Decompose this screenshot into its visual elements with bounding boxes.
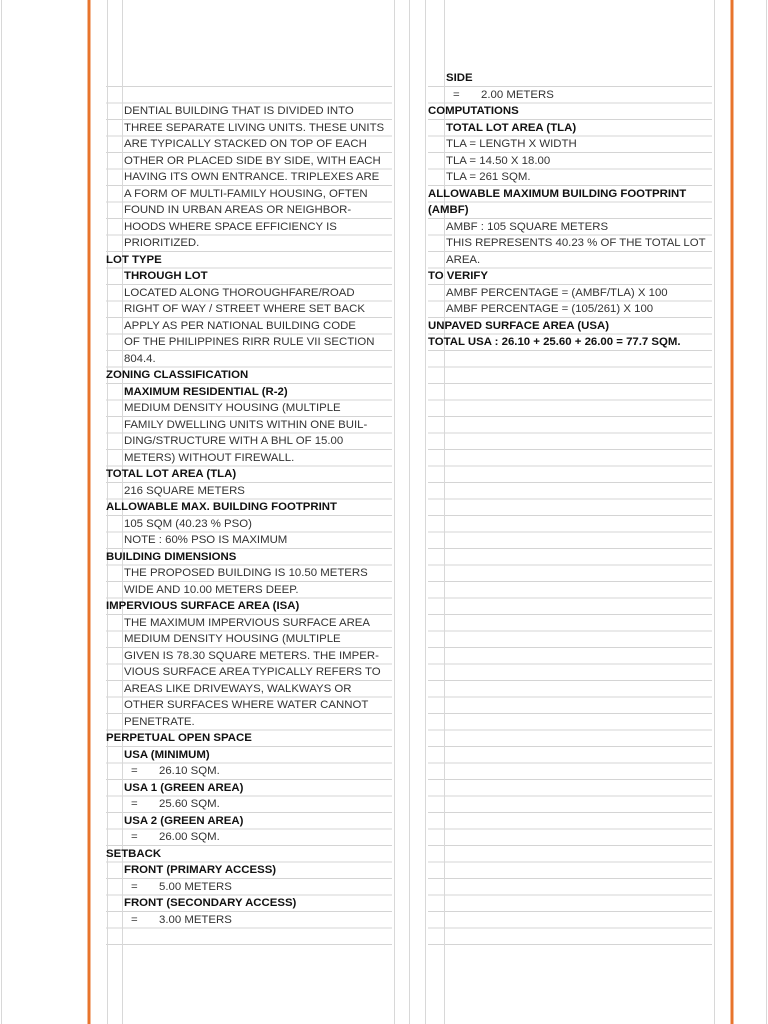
left-heading-line: BUILDING DIMENSIONS [106, 550, 237, 563]
right-heading-line: TO VERIFY [428, 270, 488, 282]
right-heading-line: TOTAL USA : 26.10 + 25.60 + 26.00 = 77.7 SQM. [428, 336, 681, 348]
equals-sign: = [453, 88, 460, 101]
left-heading-line: ZONING CLASSIFICATION [106, 369, 249, 381]
left-heading-line: FRONT (SECONDARY ACCESS) [124, 897, 297, 909]
left-text-line: MEDIUM DENSITY HOUSING (MULTIPLE [124, 402, 341, 414]
left-heading-line: LOT TYPE [106, 253, 162, 266]
value-text: 26.10 SQM. [159, 765, 220, 777]
right-text-column [428, 70, 728, 351]
left-text-line: THE MAXIMUM IMPERVIOUS SURFACE AREA [124, 616, 370, 629]
left-value-line [106, 879, 390, 896]
right-text-line: AMBF PERCENTAGE = (AMBF/TLA) X 100 [446, 286, 668, 299]
right-value-line [428, 87, 728, 104]
equals-sign: = [131, 880, 138, 893]
right-heading-line: TOTAL LOT AREA (TLA) [446, 121, 577, 134]
equals-sign: = [131, 913, 138, 926]
value-text: 26.00 SQM. [159, 831, 220, 843]
left-text-line: 804.4. [124, 352, 156, 365]
left-text-line: VIOUS SURFACE AREA TYPICALLY REFERS TO [124, 666, 381, 678]
left-heading-line: USA 2 (GREEN AREA) [124, 814, 244, 827]
left-value-line [106, 912, 390, 929]
equals-sign: = [131, 765, 138, 777]
left-text-line: APPLY AS PER NATIONAL BUILDING CODE [124, 319, 356, 332]
value-text: 25.60 SQM. [159, 798, 220, 810]
left-text-column [106, 70, 390, 928]
left-text-line: 216 SQUARE METERS [124, 484, 245, 497]
left-heading-line: TOTAL LOT AREA (TLA) [106, 468, 237, 480]
right-text-line: AMBF : 105 SQUARE METERS [446, 220, 609, 233]
right-heading-line: ALLOWABLE MAXIMUM BUILDING FOOTPRINT [428, 187, 687, 200]
left-text-line: RIGHT OF WAY / STREET WHERE SET BACK [124, 303, 365, 315]
right-text-line: THIS REPRESENTS 40.23 % OF THE TOTAL LOT [446, 237, 706, 249]
left-text-line: FOUND IN URBAN AREAS OR NEIGHBOR- [124, 204, 352, 216]
right-text-line: AREA. [446, 253, 481, 266]
value-text: 5.00 METERS [159, 880, 232, 893]
left-text-line: FAMILY DWELLING UNITS WITHIN ONE BUIL- [124, 418, 368, 431]
left-heading-line: USA 1 (GREEN AREA) [124, 781, 244, 794]
left-text-line: HAVING ITS OWN ENTRANCE. TRIPLEXES ARE [124, 171, 380, 183]
right-text-line: AMBF PERCENTAGE = (105/261) X 100 [446, 303, 654, 315]
left-text-line: 105 SQM (40.23 % PSO) [124, 517, 252, 530]
right-heading-line: UNPAVED SURFACE AREA (USA) [428, 319, 609, 332]
left-text-line: OTHER SURFACES WHERE WATER CANNOT [124, 699, 369, 711]
left-text-line: DENTIAL BUILDING THAT IS DIVIDED INTO [124, 105, 354, 117]
left-heading-line: MAXIMUM RESIDENTIAL (R-2) [124, 385, 288, 398]
right-heading-line: COMPUTATIONS [428, 105, 519, 117]
left-text-line: DING/STRUCTURE WITH A BHL OF 15.00 [124, 435, 344, 447]
left-text-line: WIDE AND 10.00 METERS DEEP. [124, 583, 299, 596]
left-text-line: OF THE PHILIPPINES RIRR RULE VII SECTION [124, 336, 375, 348]
left-text-line: HOODS WHERE SPACE EFFICIENCY IS [124, 220, 337, 233]
left-heading-line: PERPETUAL OPEN SPACE [106, 732, 252, 744]
left-text-line: A FORM OF MULTI-FAMILY HOUSING, OFTEN [124, 187, 368, 200]
left-text-line: NOTE : 60% PSO IS MAXIMUM [124, 534, 288, 546]
equals-sign: = [131, 831, 138, 843]
left-text-line [106, 70, 390, 87]
left-value-line [106, 796, 390, 813]
left-text-line: OTHER OR PLACED SIDE BY SIDE, WITH EACH [124, 154, 381, 167]
value-text: 2.00 METERS [481, 88, 554, 101]
left-heading-line: ALLOWABLE MAX. BUILDING FOOTPRINT [106, 501, 337, 513]
right-text-line: TLA = 261 SQM. [446, 171, 531, 183]
value-text: 3.00 METERS [159, 913, 232, 926]
left-text-line: PRIORITIZED. [124, 237, 200, 249]
left-text-line: AREAS LIKE DRIVEWAYS, WALKWAYS OR [124, 682, 352, 695]
left-text-line: THE PROPOSED BUILDING IS 10.50 METERS [124, 567, 368, 579]
equals-sign: = [131, 798, 138, 810]
left-heading-line: FRONT (PRIMARY ACCESS) [124, 864, 277, 876]
left-text-line [106, 87, 390, 104]
left-heading-line: IMPERVIOUS SURFACE AREA (ISA) [106, 600, 300, 612]
left-heading-line: USA (MINIMUM) [124, 748, 210, 761]
left-heading-line: THROUGH LOT [124, 270, 208, 282]
left-text-line: METERS) WITHOUT FIREWALL. [124, 451, 295, 464]
right-heading-line: (AMBF) [428, 204, 469, 216]
left-text-line: PENETRATE. [124, 715, 195, 728]
left-text-line: THREE SEPARATE LIVING UNITS. THESE UNITS [124, 121, 385, 134]
left-value-line [106, 829, 390, 846]
left-heading-line: SETBACK [106, 847, 162, 860]
right-heading-line: SIDE [446, 72, 473, 84]
left-value-line [106, 763, 390, 780]
left-text-line: ARE TYPICALLY STACKED ON TOP OF EACH [124, 138, 367, 150]
left-text-line: MEDIUM DENSITY HOUSING (MULTIPLE [124, 633, 341, 645]
right-text-line: TLA = 14.50 X 18.00 [446, 154, 551, 167]
left-text-line: GIVEN IS 78.30 SQUARE METERS. THE IMPER- [124, 649, 379, 662]
right-text-line: TLA = LENGTH X WIDTH [446, 138, 577, 150]
left-text-line: LOCATED ALONG THOROUGHFARE/ROAD [124, 286, 355, 299]
